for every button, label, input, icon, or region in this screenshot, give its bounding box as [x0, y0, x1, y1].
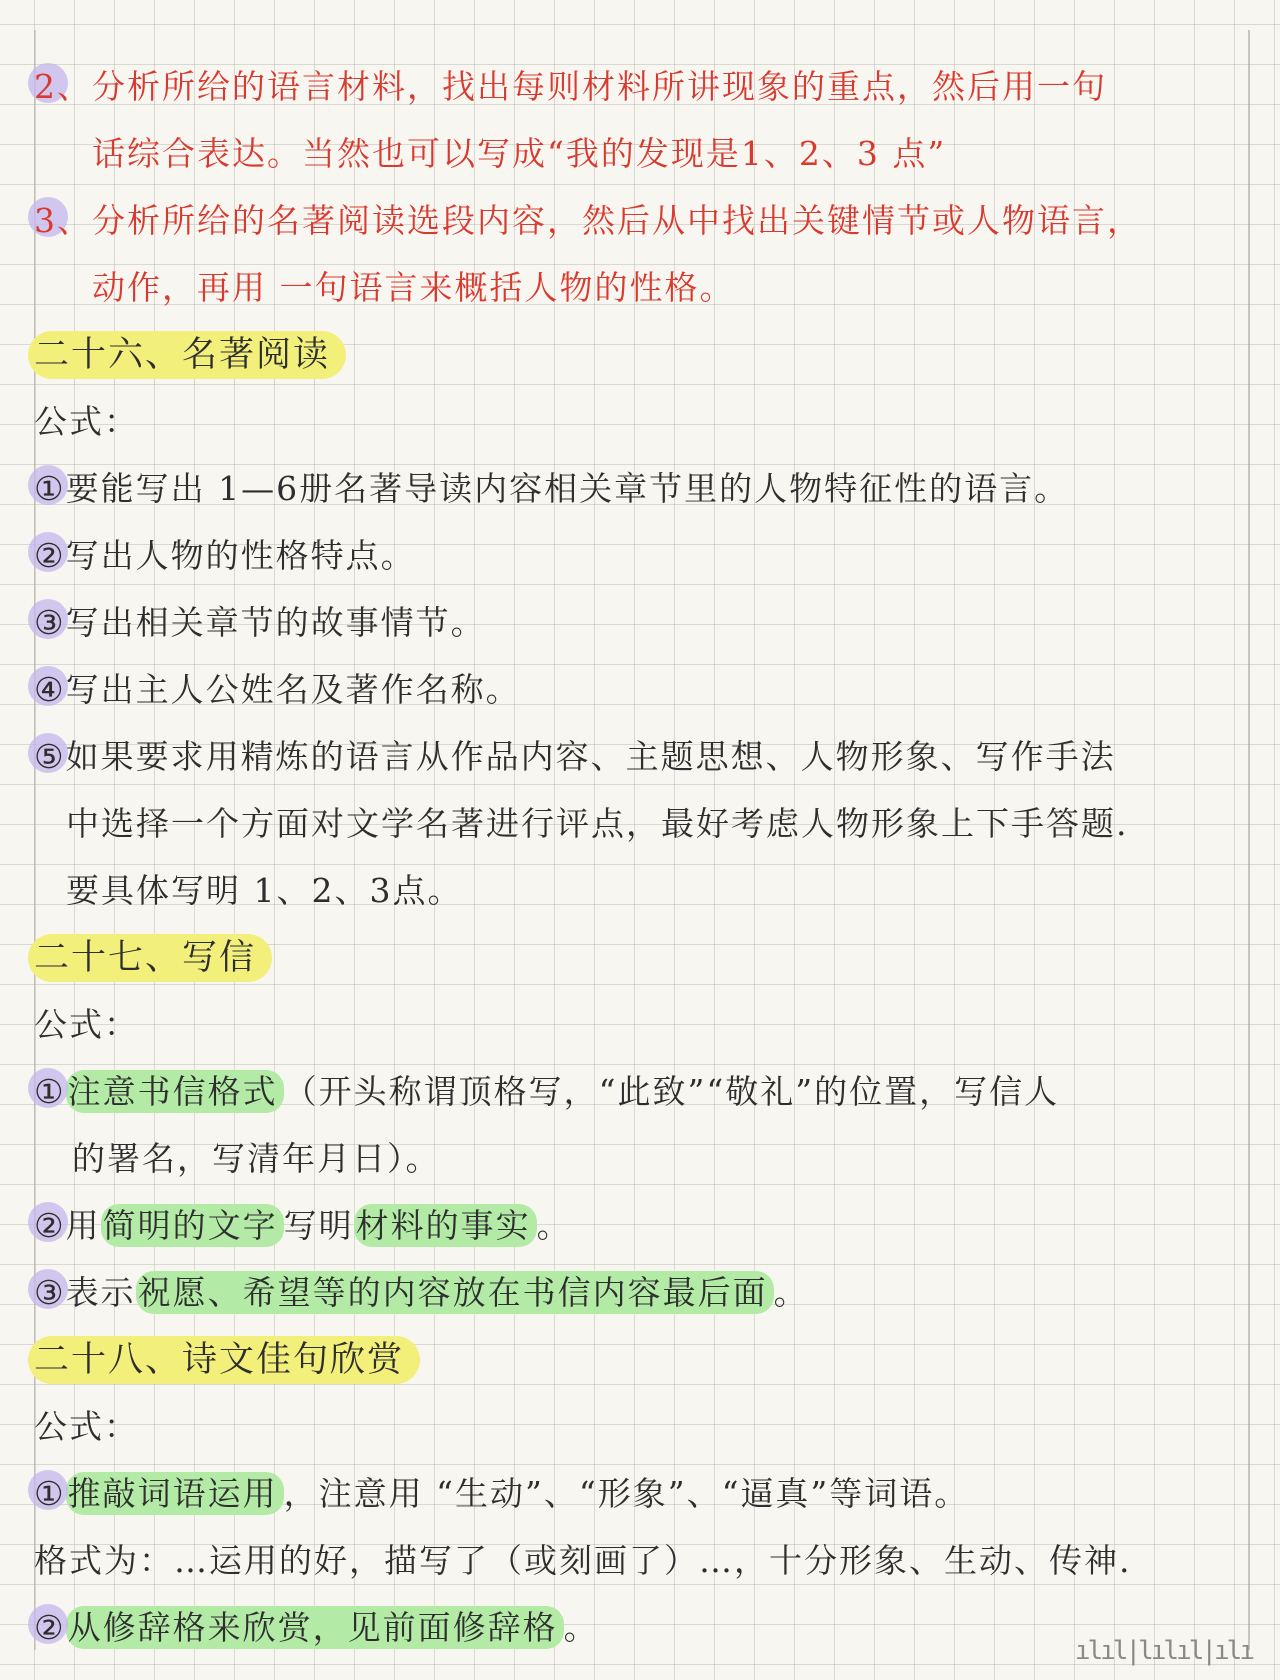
section-27-formula-label: 公式： [34, 1005, 139, 1044]
item-number-badge: ② [34, 1196, 66, 1256]
point-3-line-1: 3、分析所给的名著阅读选段内容，然后从中找出关键情节或人物语言， [34, 191, 1142, 251]
section-28-heading: 二十八、诗文佳句欣赏 [34, 1330, 420, 1390]
right-border-line [1248, 30, 1250, 1650]
section-28-item-2: ②从修辞格来欣赏，见前面修辞格 。 [34, 1598, 599, 1658]
section-26-item-5-line-2: 中选择一个方面对文学名著进行评点，最好考虑人物形象上下手答题. [66, 804, 1129, 843]
item-number-badge: ④ [34, 660, 66, 720]
section-26-formula-label: 公式： [34, 402, 139, 441]
point-number-badge: 3、 [34, 191, 92, 251]
item-number-badge: ① [34, 1464, 66, 1524]
green-highlight: 祝愿、希望等的内容放在书信内容最后面 [136, 1271, 774, 1314]
section-27-item-2: ②用简明的文字 写明材料的事实 。 [34, 1196, 572, 1256]
section-26-item-2: ②写出人物的性格特点。 [34, 526, 416, 586]
item-number-badge: ⑤ [34, 727, 66, 787]
item-number-badge: ② [34, 526, 66, 586]
section-26-item-5: ⑤如果要求用精炼的语言从作品内容、主题思想、人物形象、写作手法 [34, 727, 1116, 787]
point-3-line-2: 动作，再用 一句语言来概括人物的性格。 [92, 268, 735, 307]
section-26-item-5-line-3: 要具体写明 1、2、3点。 [66, 871, 463, 910]
section-26-item-3: ③写出相关章节的故事情节。 [34, 593, 486, 653]
point-2-line-1: 2、分析所给的语言材料，找出每则材料所讲现象的重点，然后用一句 [34, 57, 1107, 117]
section-27-item-1-line-2: 的署名，写清年月日）。 [72, 1139, 441, 1178]
section-27-heading: 二十七、写信 [34, 928, 272, 988]
point-2-line-2: 话综合表达。当然也可以写成“我的发现是1、2、3 点” [92, 134, 947, 173]
item-number-badge: ① [34, 1062, 66, 1122]
green-highlight: 简明的文字 [101, 1204, 284, 1247]
green-highlight: 材料的事实 [354, 1204, 537, 1247]
item-number-badge: ③ [34, 593, 66, 653]
item-number-badge: ① [34, 459, 66, 519]
section-26-item-1: ①要能写出 1—6册名著导读内容相关章节里的人物特征性的语言。 [34, 459, 1069, 519]
section-26-heading: 二十六、名著阅读 [34, 325, 346, 385]
section-27-item-1: ①注意书信格式 （开头称谓顶格写，“此致”“敬礼”的位置，写信人 [34, 1062, 1059, 1122]
green-highlight: 从修辞格来欣赏，见前面修辞格 [66, 1606, 564, 1649]
item-number-badge: ② [34, 1598, 66, 1658]
section-28-format-line: 格式为：…运用的好，描写了（或刻画了）…，十分形象、生动、传神. [34, 1541, 1132, 1580]
green-highlight: 推敲词语运用 [66, 1472, 284, 1515]
section-28-formula-label: 公式： [34, 1407, 139, 1446]
section-26-item-4: ④写出主人公姓名及著作名称。 [34, 660, 521, 720]
item-number-badge: ③ [34, 1263, 66, 1323]
watermark-logo: ılıl|lılıl|ılı [1074, 1636, 1252, 1666]
section-27-item-3: ③表示祝愿、希望等的内容放在书信内容最后面 。 [34, 1263, 809, 1323]
section-28-item-1: ①推敲词语运用 ，注意用 “生动”、“形象”、“逼真”等词语。 [34, 1464, 969, 1524]
green-highlight: 注意书信格式 [66, 1070, 284, 1113]
point-number-badge: 2、 [34, 57, 92, 117]
